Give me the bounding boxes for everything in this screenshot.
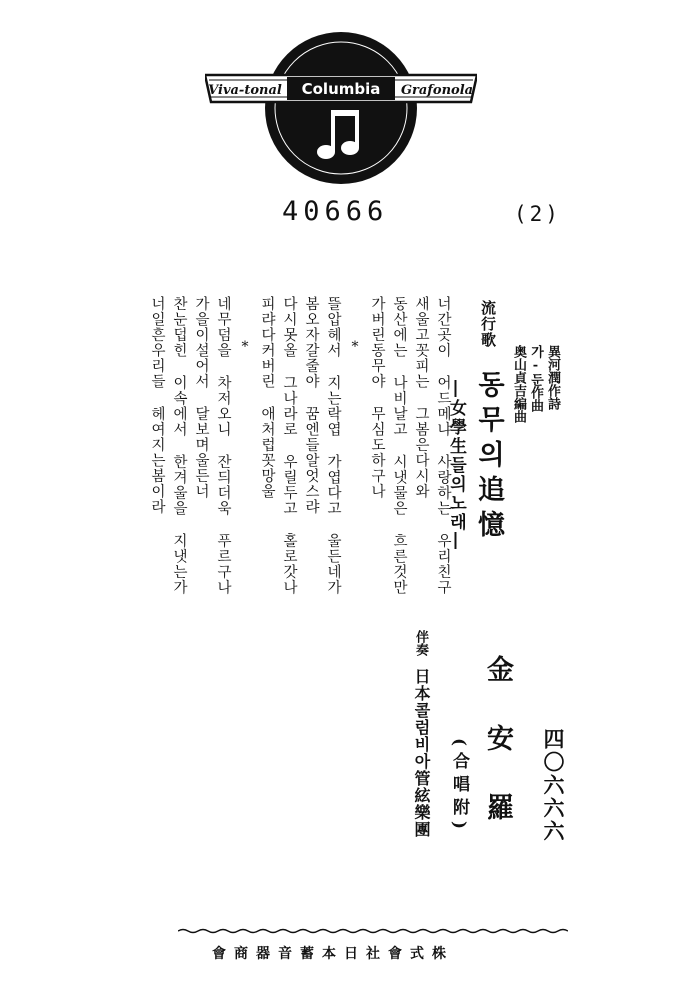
verse2-line3: 다시못올 그나라로 우릴두고 홀로갓나 [281, 296, 297, 595]
orchestra-name: 日本콜럼비아管絃樂團 [412, 668, 431, 838]
credit-lyricist: 異河潤作詩 [545, 345, 560, 410]
verse1-line4: 가버린동무야 무심도하구나 [369, 296, 385, 499]
record-number-kanji: 四〇六六六 [541, 728, 566, 843]
verse3-line1: 네무덤을 차저오니 잔듸더욱 푸르구나 [215, 296, 231, 595]
verse2-line2: 봄오자갈줄야 꿈엔들알엇스랴 [303, 296, 319, 515]
credit-arranger: 奥山貞吉編曲 [511, 345, 526, 423]
record-number: 40666 [282, 196, 389, 227]
credit-composer: 가-둔作曲 [528, 345, 543, 412]
verse-separator: * [351, 339, 359, 355]
accompaniment-label: 伴奏 [413, 630, 428, 656]
logo-left-text: Viva-tonal [208, 83, 282, 98]
verse1-line3: 동산에는 나비날고 시냇물은 흐른것만 [391, 296, 407, 595]
verse2-line1: 뜰압헤서 지는락엽 가엽다고 울든네가 [325, 296, 341, 595]
company-footer: 株式會社日本蓄音器商會 [212, 946, 454, 962]
verse1-line1: 너간곳이 어드메냐 사랑하는 우리친구 [435, 296, 451, 595]
verse2-line4: 피랴다커버린 애처럽꼿망울 [259, 296, 275, 499]
performer-note: (合唱附) [449, 738, 469, 836]
logo-center-text: Columbia [301, 80, 381, 98]
verse3-line4: 너일흔우리들 헤여지는봄이라 [149, 296, 165, 515]
verse3-line2: 가을이설어서 달보며울든너 [193, 296, 209, 499]
footer-divider [178, 928, 568, 934]
song-title: 동무의追憶 [473, 370, 504, 545]
lyrics [146, 296, 454, 595]
verse1-line2: 새울고꼿피는 그봄은다시와 [413, 296, 429, 499]
columbia-logo [205, 30, 477, 192]
song-genre: 流行歌 [479, 300, 497, 348]
performer-name: 金安羅 [482, 655, 513, 862]
logo-right-text: Grafonola [400, 83, 474, 98]
side-number: (2) [514, 202, 561, 226]
verse3-line3: 찬눈덥힌 이속에서 한겨울을 지냇는가 [171, 296, 187, 595]
verse-separator: * [241, 339, 249, 355]
song-subtitle: ―女學生들의노래― [446, 380, 466, 551]
